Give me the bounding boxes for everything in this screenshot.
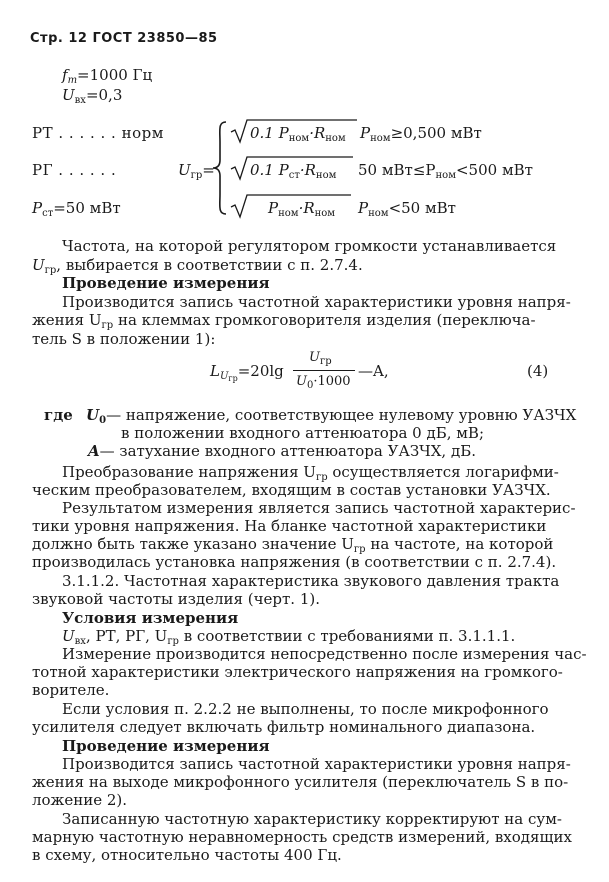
p4-line-3: должно быть также указано значение $U_{гр}$ на частоте, на которой: [32, 535, 554, 555]
formula-tail: —A,: [358, 362, 389, 380]
param-fm: $f_m=1000$ Гц: [62, 66, 153, 86]
formula-denominator: $U_0\cdot 1000$: [296, 374, 351, 391]
row-pst-label: $P_{ст}=50$ мВт: [32, 199, 121, 219]
p7-line-2: тотной характеристики электрического напряжения на громкого-: [32, 663, 563, 681]
p9-line-3: ложение 2).: [32, 791, 128, 809]
p1-line-2: $U_{гр}$, выбирается в соответствии с п. 2.7.4.: [32, 256, 363, 276]
p5-line-1: 3.1.1.2. Частотная характеристика звукового давления тракта: [62, 572, 560, 590]
p2-line-1: Производится запись частотной характеристики уровня напря-: [62, 293, 571, 311]
p10-line-2: марную частотную неравномерность средств измерений, входящих: [32, 828, 572, 846]
p8-line-1: Если условия п. 2.2.2 не выполнены, то после микрофонного: [62, 700, 549, 718]
heading-2: Условия измерения: [62, 609, 239, 627]
p8-line-2: усилителя следует включать фильтр номинального диапазона.: [32, 718, 536, 736]
ugr-symbol: $U_{гр}=$: [178, 161, 215, 181]
formula-3: $P_{ном}\cdot R_{ном}$: [268, 199, 336, 219]
p7-line-1: Измерение производится непосредственно после измерения час-: [62, 645, 587, 663]
p2-line-3: тель S в положении 1):: [32, 330, 216, 348]
formula-1: 0.1 $P_{ном}\cdot R_{ном}$: [250, 124, 346, 144]
p7-line-3: ворителе.: [32, 681, 110, 699]
p4-line-2: тики уровня напряжения. На бланке частотной характеристики: [32, 517, 547, 535]
p5-line-2: звуковой частоты изделия (черт. 1).: [32, 590, 320, 608]
formula-numerator: $U_{гр}$: [309, 350, 332, 367]
row-rg-label: РГ . . . . . .: [32, 161, 117, 179]
fraction-bar: [293, 370, 355, 371]
row-rt-label: РТ . . . . . . норм: [32, 124, 164, 142]
condition-3: $P_{ном}<50$ мВт: [358, 199, 456, 219]
heading-3: Проведение измерения: [62, 737, 270, 755]
p10-line-1: Записанную частотную характеристику корректируют на сум-: [62, 810, 562, 828]
p2-line-2: жения $U_{гр}$ на клеммах громкоговорителя изделия (переключа-: [32, 311, 536, 331]
p9-line-2: жения на выходе микрофонного усилителя (переключатель S в по-: [32, 773, 569, 791]
page-header: Стр. 12 ГОСТ 23850—85: [30, 31, 218, 46]
formula-number: (4): [527, 362, 549, 380]
where-a: A— затухание входного аттенюатора УАЗЧХ, дБ.: [88, 442, 476, 460]
where-u0-cont: в положении входного аттенюатора 0 дБ, мВ;: [121, 424, 485, 442]
p4-line-4: производилась установка напряжения (в соответствии с п. 2.7.4).: [32, 553, 557, 571]
p1-line-1: Частота, на которой регулятором громкости устанавливается: [62, 237, 557, 255]
left-brace: [212, 120, 228, 216]
where-label: где: [44, 406, 73, 424]
condition-1: $P_{ном}\ge 0,500$ мВт: [360, 124, 482, 144]
p4-line-1: Результатом измерения является запись частотной характерис-: [62, 499, 576, 517]
p6-line-1: $U_{вх}$, РТ, РГ, $U_{гр}$ в соответствии с требованиями п. 3.1.1.1.: [62, 627, 516, 647]
p3-line-2: ческим преобразователем, входящим в состав установки УАЗЧХ.: [32, 481, 551, 499]
heading-1: Проведение измерения: [62, 274, 270, 292]
condition-2: 50 $мВт\le P_{ном}<500$ мВт: [358, 161, 533, 181]
p3-line-1: Преобразование напряжения $U_{гр}$ осуществляется логарифми-: [62, 463, 559, 483]
p9-line-1: Производится запись частотной характеристики уровня напря-: [62, 755, 571, 773]
formula-2: 0.1 $P_{ст}\cdot R_{ном}$: [250, 161, 337, 181]
p10-line-3: в схему, относительно частоты 400 Гц.: [32, 846, 342, 864]
param-uvx: $U_{вх}=0,3$: [62, 86, 123, 106]
formula-lhs: $L_{Uгр}=20\lg$: [210, 362, 284, 383]
where-u0: $U_0—$ напряжение, соответствующее нулевому уровню УАЗЧХ: [86, 406, 577, 426]
